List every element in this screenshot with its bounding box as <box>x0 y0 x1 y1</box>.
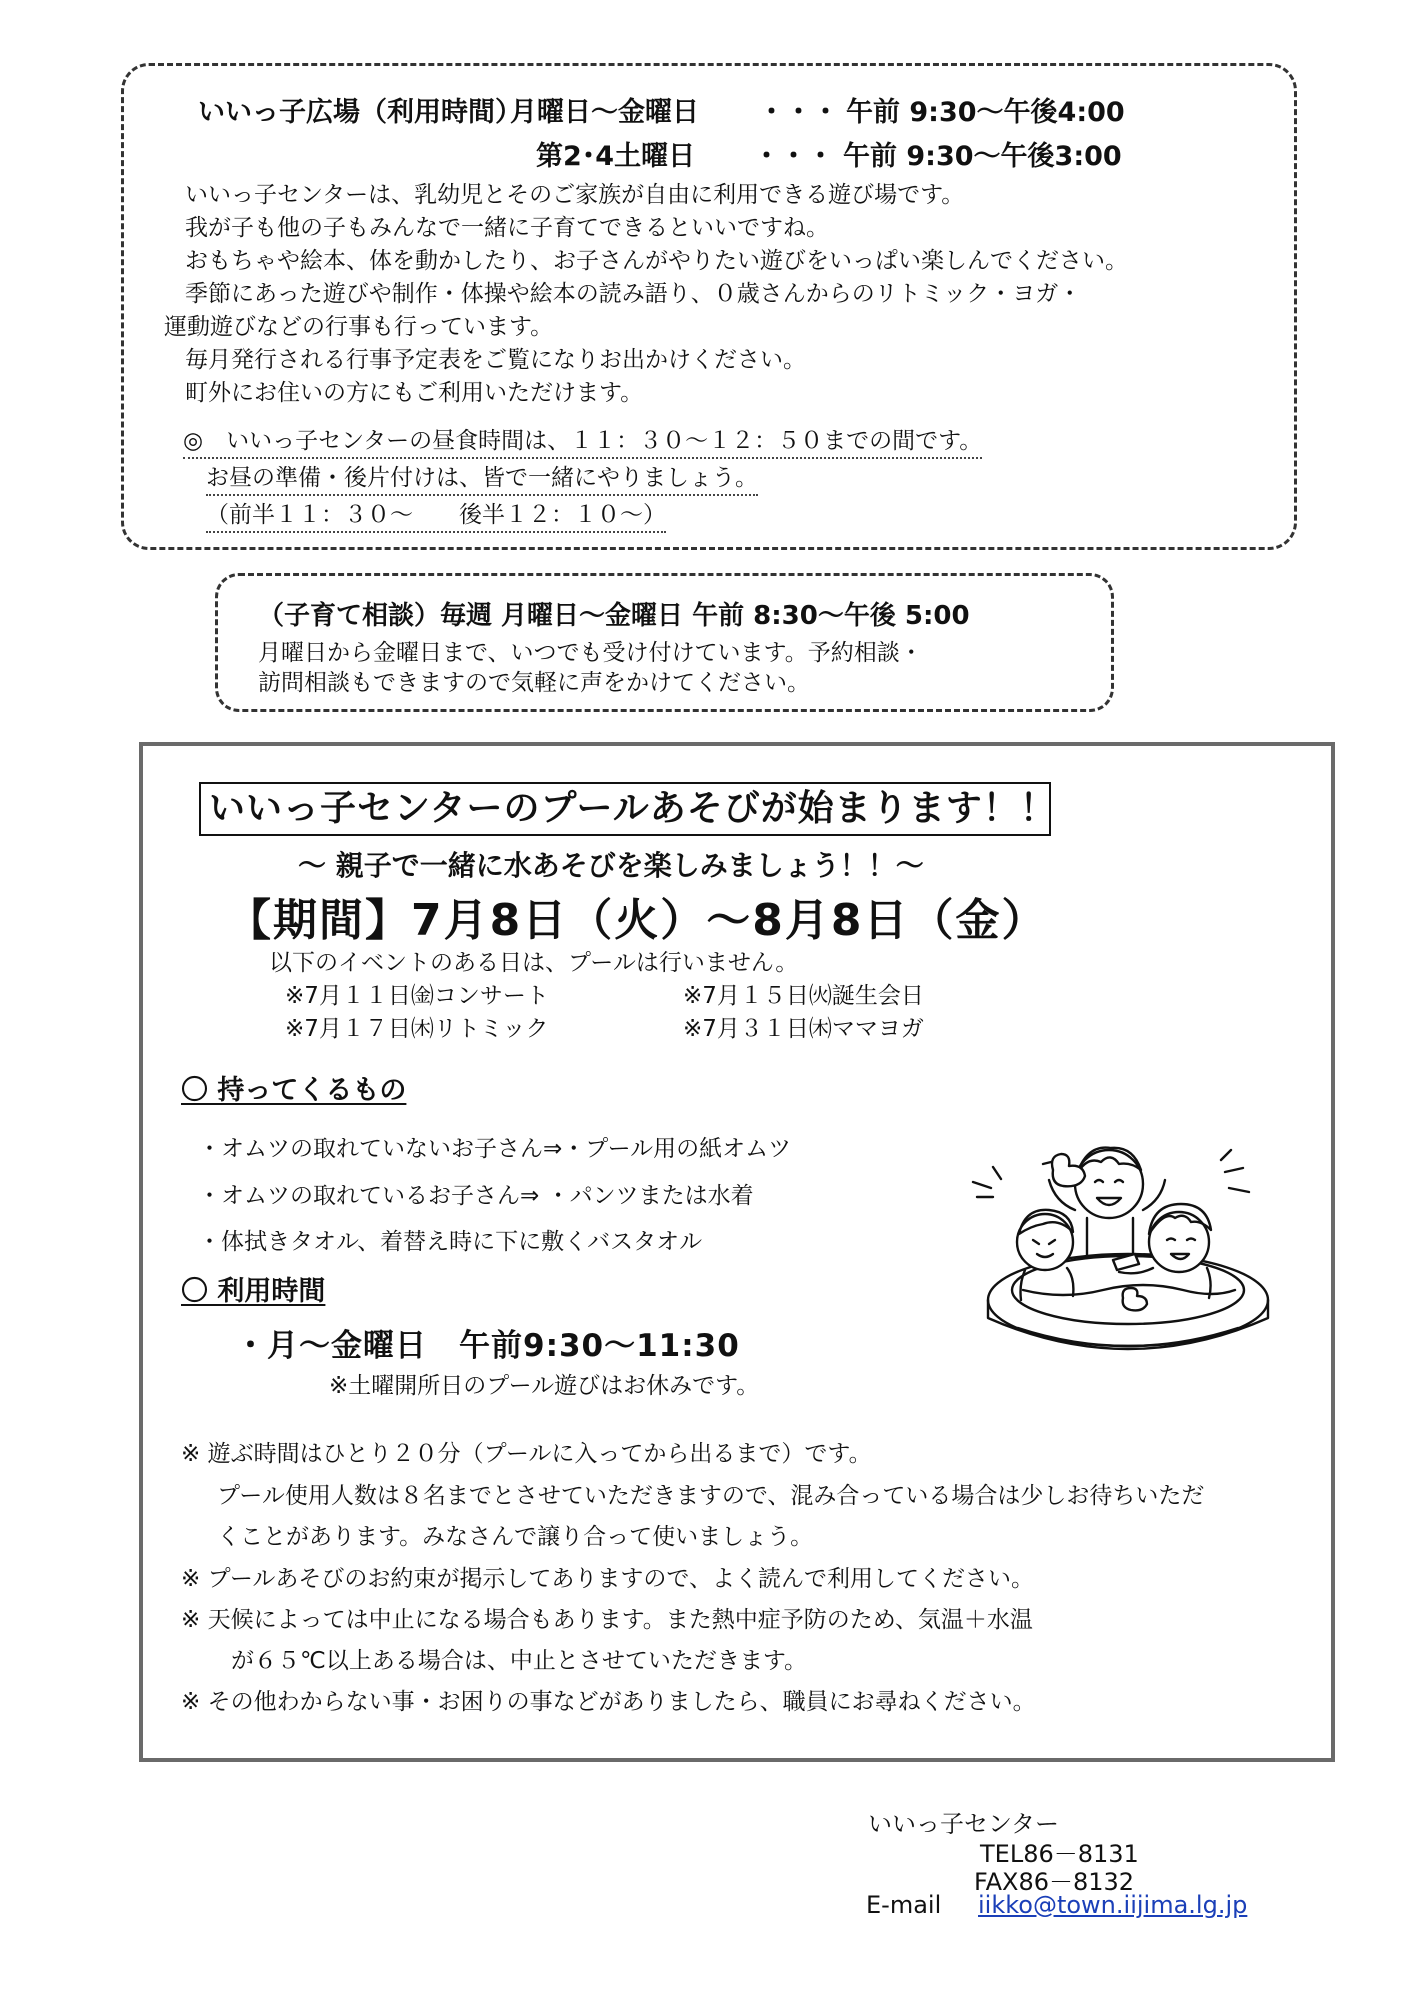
hiroba-saturday-dots: ・・・ <box>753 141 834 172</box>
hiroba-paragraph: いいっ子センターは、乳幼児とそのご家族が自由に利用できる遊び場です。 <box>185 182 965 208</box>
hiroba-weekday-time: 午前 9:30～午後4:00 <box>846 97 1125 128</box>
pool-note: ※ プールあそびのお約束が掲示してありますので、よく読んで利用してください。 <box>181 1566 1034 1592</box>
pool-subtitle: ～ 親子で一緒に水あそびを楽しみましょう！！～ <box>298 849 924 882</box>
lunch-prep-note: お昼の準備・後片付けは、皆で一緒にやりましょう。 <box>206 459 758 496</box>
pool-note: ※ 天候によっては中止になる場合もあります。また熱中症予防のため、気温＋水温 <box>181 1607 1033 1633</box>
kids-pool-illustration <box>963 1122 1283 1372</box>
consult-text: 月曜日から金曜日まで、いつでも受け付けています。予約相談・ <box>258 640 923 666</box>
hiroba-hours-label: いいっ子広場（利用時間） <box>198 97 522 128</box>
contact-footer <box>860 1804 1260 1944</box>
hiroba-paragraph: おもちゃや絵本、体を動かしたり、お子さんがやりたい遊びをいっぱい楽しんでください。 <box>185 248 1128 274</box>
hiroba-paragraph: 我が子も他の子もみんなで一緒に子育てできるといいですね。 <box>185 215 829 241</box>
event-item: ※7月３１日㈭ママヨガ <box>683 1016 924 1042</box>
bring-item: ・体拭きタオル、着替え時に下に敷くバスタオル <box>198 1229 703 1255</box>
hiroba-hours-weekday <box>198 90 1148 126</box>
pool-note-cont: プール使用人数は８名までとさせていただきますので、混み合っている場合は少しお待ちいただ <box>217 1483 1205 1509</box>
footer-email-label: E-mail <box>866 1891 942 1919</box>
footer-email-link[interactable]: iikko@town.iijima.lg.jp <box>978 1891 1248 1919</box>
consult-text: 訪問相談もできますので気軽に声をかけてください。 <box>258 670 810 696</box>
no-pool-note: 以下のイベントのある日は、プールは行いません。 <box>269 950 799 976</box>
pool-note-cont: が６５℃以上ある場合は、中止とさせていただきます。 <box>231 1648 807 1674</box>
bring-heading: 〇 持ってくるもの <box>181 1075 407 1106</box>
event-item: ※7月１１日㈮コンサート <box>285 983 549 1009</box>
pool-title: いいっ子センターのプールあそびが始まります！！ <box>199 782 1051 836</box>
lunch-time-note: ◎ いいっ子センターの昼食時間は、１１：３０～１２：５０までの間です。 <box>183 422 982 459</box>
hiroba-saturday-time: 午前 9:30～午後3:00 <box>843 141 1122 172</box>
pool-info-box <box>139 742 1335 1762</box>
saturday-note: ※土曜開所日のプール遊びはお休みです。 <box>329 1373 760 1399</box>
hiroba-paragraph: 町外にお住いの方にもご利用いただけます。 <box>185 380 644 406</box>
footer-fax: FAX86－8132 <box>974 1868 1135 1896</box>
use-hours: ・月～金曜日 午前9:30～11:30 <box>235 1328 740 1364</box>
use-hours-heading: 〇 利用時間 <box>181 1276 326 1307</box>
pool-note: ※ その他わからない事・お困りの事などがありましたら、職員にお尋ねください。 <box>181 1689 1036 1715</box>
footer-tel: TEL86－8131 <box>980 1840 1139 1868</box>
pool-note: ※ 遊ぶ時間はひとり２０分（プールに入ってから出るまで）です。 <box>181 1441 872 1467</box>
hiroba-paragraph: 運動遊びなどの行事も行っています。 <box>164 314 554 340</box>
pool-note-cont: くことがあります。みなさんで譲り合って使いましょう。 <box>217 1524 814 1550</box>
bring-item: ・オムツの取れていないお子さん⇒・プール用の紙オムツ <box>198 1136 792 1162</box>
hiroba-weekday-days: 月曜日～金曜日 <box>510 97 699 128</box>
consult-info-box <box>215 573 1114 712</box>
consult-heading: （子育て相談）毎週 月曜日～金曜日 午前 8:30～午後 5:00 <box>258 601 970 631</box>
bring-item: ・オムツの取れているお子さん⇒ ・パンツまたは水着 <box>198 1183 754 1209</box>
hiroba-weekday-dots: ・・・ <box>758 97 839 128</box>
hiroba-saturday-days: 第2･4土曜日 <box>536 141 696 172</box>
hiroba-paragraph: 季節にあった遊びや制作・体操や絵本の読み語り、０歳さんからのリトミック・ヨガ・ <box>185 281 1082 307</box>
pool-period: 【期間】7月8日（火）～8月8日（金） <box>227 895 1048 946</box>
event-item: ※7月１５日㈫誕生会日 <box>683 983 924 1009</box>
lunch-split-times: （前半１１：３０～ 後半１２：１０～） <box>206 496 666 533</box>
hiroba-paragraph: 毎月発行される行事予定表をご覧になりお出かけください。 <box>185 347 806 373</box>
hiroba-hours-saturday <box>198 134 1148 170</box>
footer-center-name: いいっ子センター <box>868 1810 1060 1838</box>
event-item: ※7月１７日㈭リトミック <box>285 1016 549 1042</box>
